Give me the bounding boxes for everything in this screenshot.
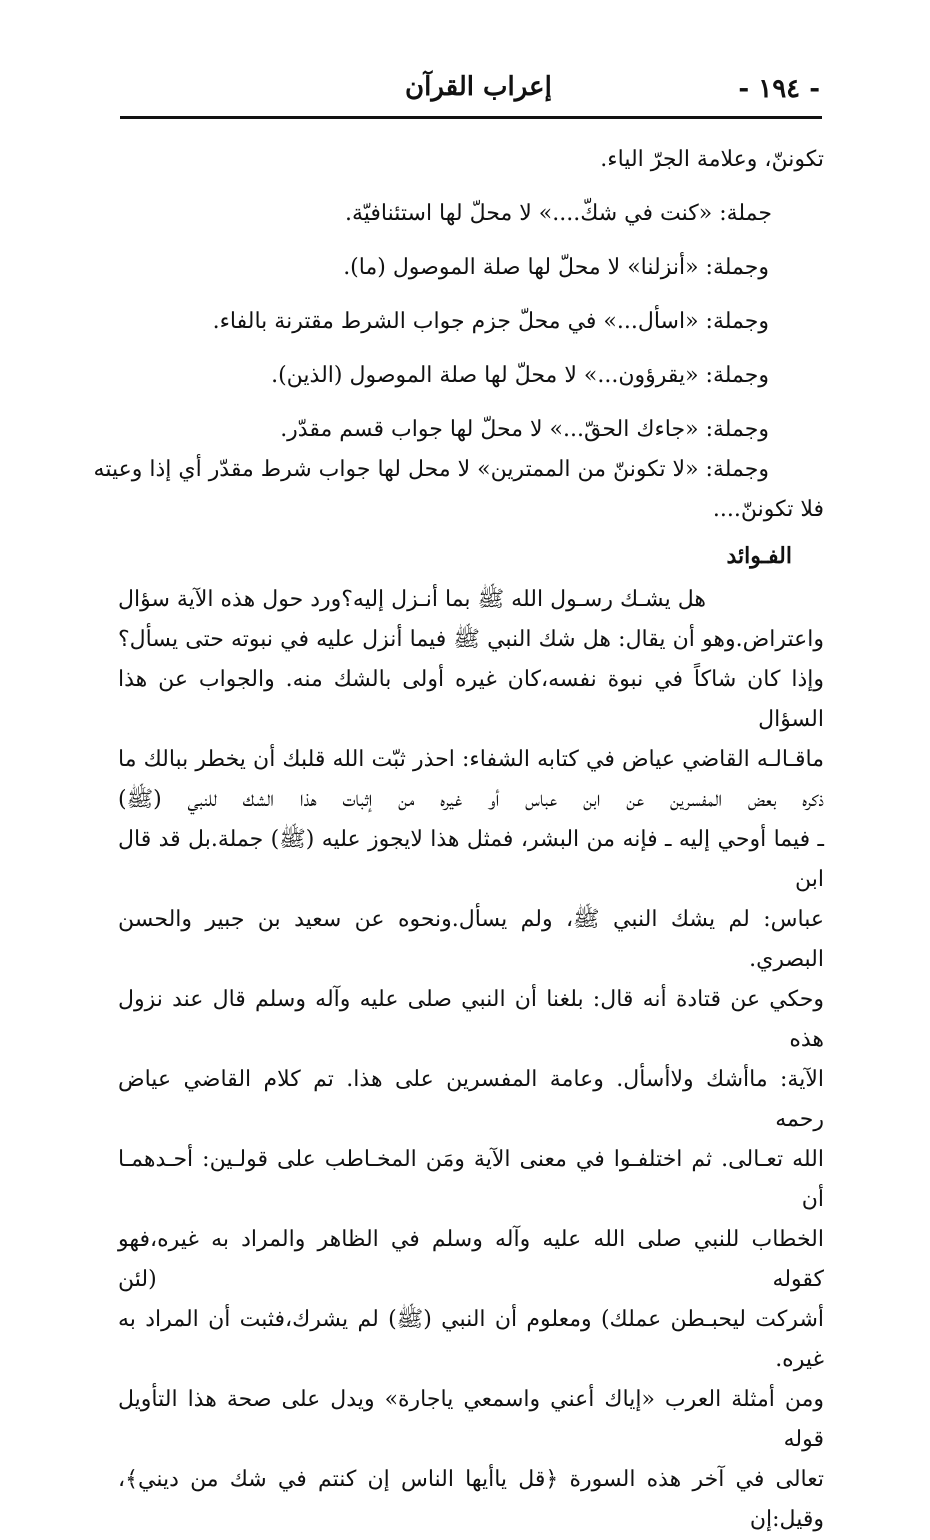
body-line: ومن أمثلة العرب «إياك أعني واسمعي ياجارة» ويدل على صحة هذا التأويل قوله [118, 1387, 824, 1452]
body-line: عباس: لم يشك النبي ﷺ، ولم يسأل.ونحوه عن سعيد بن جبير والحسن البصري. [118, 907, 824, 972]
body-line: ماقـالـه القاضي عياض في كتابه الشفاء: احذر ثبّت الله قلبك أن يخطر ببالك ما [118, 747, 824, 772]
analysis-line: وجملة: «جاءك الحقّ...» لا محلّ لها جواب قسم مقدّر. [280, 417, 769, 442]
body-line: وحكي عن قتادة أنه قال: بلغنا أن النبي صلى عليه وآله وسلم قال عند نزول هذه [118, 987, 824, 1052]
header-rule [120, 116, 822, 119]
page-header [120, 68, 820, 116]
analysis-line: وجملة: «يقرؤون...» لا محلّ لها صلة الموصول (الذين). [271, 363, 769, 388]
body-line: أشركت ليحبـطن عملك) ومعلوم أن النبي (ﷺ) لم يشرك،فثبت أن المراد به غيره. [118, 1307, 824, 1372]
body-line: الله تعـالى. ثم اختلفـوا في معنى الآية ومَن المخـاطب على قولـين: أحـدهمـا أن [118, 1147, 825, 1212]
analysis-line: جملة: «كنت في شكّ....» لا محلّ لها استئنافيّة. [344, 201, 772, 226]
page-number: - ١٩٤ - [738, 74, 820, 104]
body-line: ذكره بعض المفسرين عن ابن عباس أو غيره من إثبات هذا الشك للنبي (ﷺ) [118, 787, 824, 812]
body-line: ـ فيما أوحي إليه ـ فإنه من البشر، فمثل هذا لايجوز عليه (ﷺ) جملة.بل قد قال ابن [118, 827, 824, 892]
body-line: وإذا كان شاكاً في نبوة نفسه،كان غيره أولى بالشك منه. والجواب عن هذا السؤال [118, 667, 824, 732]
text-line: تكوننّ، وعلامة الجرّ الياء. [600, 147, 824, 172]
running-title: إعراب القرآن [405, 72, 552, 102]
analysis-line-continued: فلا تكوننّ.... [712, 497, 824, 522]
body-line: واعتراض.وهو أن يقال: هل شك النبي ﷺ فيما أنزل عليه في نبوته حتى يسأل؟ [118, 627, 824, 652]
body-line: الخطاب للنبي صلى الله عليه وآله وسلم في الظاهر والمراد به غيره،فهو كقوله (لئن [118, 1227, 824, 1292]
analysis-line: وجملة: «لا تكوننّ من الممترين» لا محل لها جواب شرط مقدّر أي إذا وعيته [93, 457, 769, 482]
section-heading: الفـوائد [726, 543, 792, 569]
analysis-line: وجملة: «اسأل...» في محلّ جزم جواب الشرط مقترنة بالفاء. [212, 309, 769, 334]
analysis-line: وجملة: «أنزلنا» لا محلّ لها صلة الموصول (ما). [343, 255, 769, 280]
body-line: هل يشـك رسـول الله ﷺ بما أنـزل إليه؟ورد حول هذه الآية سؤال [118, 587, 706, 612]
page-content [93, 140, 825, 1540]
body-line: تعالى في آخر هذه السورة ﴿قل ياأيها الناس إن كنتم في شك من ديني﴾، وقيل:إن [118, 1467, 824, 1532]
body-line: الآية: ماأشك ولاأسأل. وعامة المفسرين على هذا. تم كلام القاضي عياض رحمه [118, 1067, 824, 1132]
